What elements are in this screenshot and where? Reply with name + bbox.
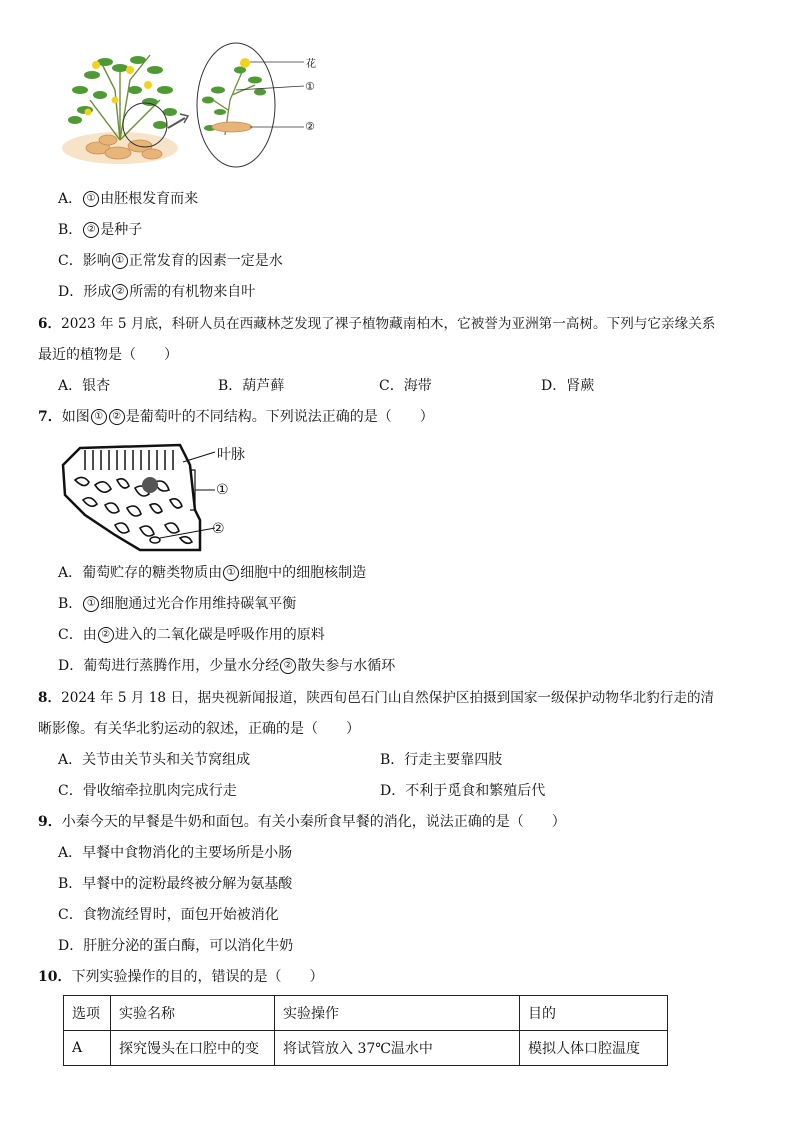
peanut-figure [60,40,330,170]
table-header-cell: 选项 [64,996,111,1031]
q5-option-d: D．形成 ② 所需的有机物来自叶 [58,284,256,300]
fig1-label-2: ② [305,120,315,133]
fig1-label-flower: 花 [306,59,316,70]
q7-option-d: D．葡萄进行蒸腾作用，少量水分经 ② 散失参与水循环 [58,658,396,674]
q8-stem-line2: 晰影像。有关华北豹运动的叙述，正确的是（ ） [38,721,360,737]
q5-option-a: A． ① 由胚根发育而来 [58,191,199,207]
table-cell: 模拟人体口腔温度 [520,1031,668,1066]
circle-number: ① [83,191,99,207]
table-row [64,1031,668,1066]
peanut-plant-illustration [60,40,330,170]
q7-option-c: C．由 ② 进入的二氧化碳是呼吸作用的原料 [58,627,325,643]
circle-number: ② [109,409,125,425]
q8-option-c: C．骨收缩牵拉肌肉完成行走 [58,783,237,799]
circle-number: ① [223,565,239,581]
q8-option-b: B．行走主要靠四肢 [380,752,503,768]
fig2-label-2: ② [212,521,225,537]
table-cell: 将试管放入 37℃温水中 [275,1031,520,1066]
q6-option-b: B．葫芦藓 [218,378,285,394]
q6-stem-line1: 6．2023 年 5 月底，科研人员在西藏林芝发现了裸子植物藏南柏木，它被誉为亚洲第一高树。下列与它亲缘关系 [38,316,716,332]
q8-option-d: D．不利于觅食和繁殖后代 [380,783,546,799]
table-cell: A [64,1031,111,1066]
q9-option-a: A．早餐中食物消化的主要场所是小肠 [58,845,293,861]
circle-number: ② [98,627,114,643]
fig2-label-vein: 叶脉 [217,447,245,463]
table-header-cell: 目的 [520,996,668,1031]
circle-number: ② [280,658,296,674]
circle-number: ① [112,253,128,269]
q5-option-b: B． ② 是种子 [58,222,143,238]
q8-stem-line1: 8．2024 年 5 月 18 日，据央视新闻报道，陕西旬邑石门山自然保护区拍摄到国家一级保护动物华北豹行走的清 [38,690,715,706]
q5-option-c: C．影响 ① 正常发育的因素一定是水 [58,253,283,269]
q6-option-a: A．银杏 [58,378,111,394]
fig2-label-1: ① [216,482,229,498]
q9-option-b: B．早餐中的淀粉最终被分解为氨基酸 [58,876,293,892]
circle-number: ① [91,409,107,425]
q9-stem: 9．小秦今天的早餐是牛奶和面包。有关小秦所食早餐的消化，说法正确的是（ ） [38,814,566,830]
q9-option-c: C．食物流经胃时，面包开始被消化 [58,907,279,923]
q7-option-a: A．葡萄贮存的糖类物质由 ① 细胞中的细胞核制造 [58,565,367,581]
circle-number: ② [83,222,99,238]
q9-option-d: D．肝脏分泌的蛋白酶，可以消化牛奶 [58,938,294,954]
q6-option-d: D．肾蕨 [541,378,595,394]
q10-table [63,995,668,1066]
table-header-row [64,996,668,1031]
q7-option-b: B． ① 细胞通过光合作用维持碳氧平衡 [58,596,297,612]
table-header-cell: 实验操作 [275,996,520,1031]
circle-number: ① [83,596,99,612]
q8-option-a: A．关节由关节头和关节窝组成 [58,752,251,768]
q7-stem: 7．如图 ① ② 是葡萄叶的不同结构。下列说法正确的是（ ） [38,409,434,425]
table-header-cell: 实验名称 [111,996,275,1031]
q6-stem-line2: 最近的植物是（ ） [38,347,178,363]
q10-stem: 10．下列实验操作的目的，错误的是（ ） [38,969,324,985]
q6-option-c: C．海带 [379,378,432,394]
fig1-label-1: ① [305,80,315,93]
circle-number: ② [112,284,128,300]
table-cell: 探究馒头在口腔中的变 [111,1031,275,1066]
